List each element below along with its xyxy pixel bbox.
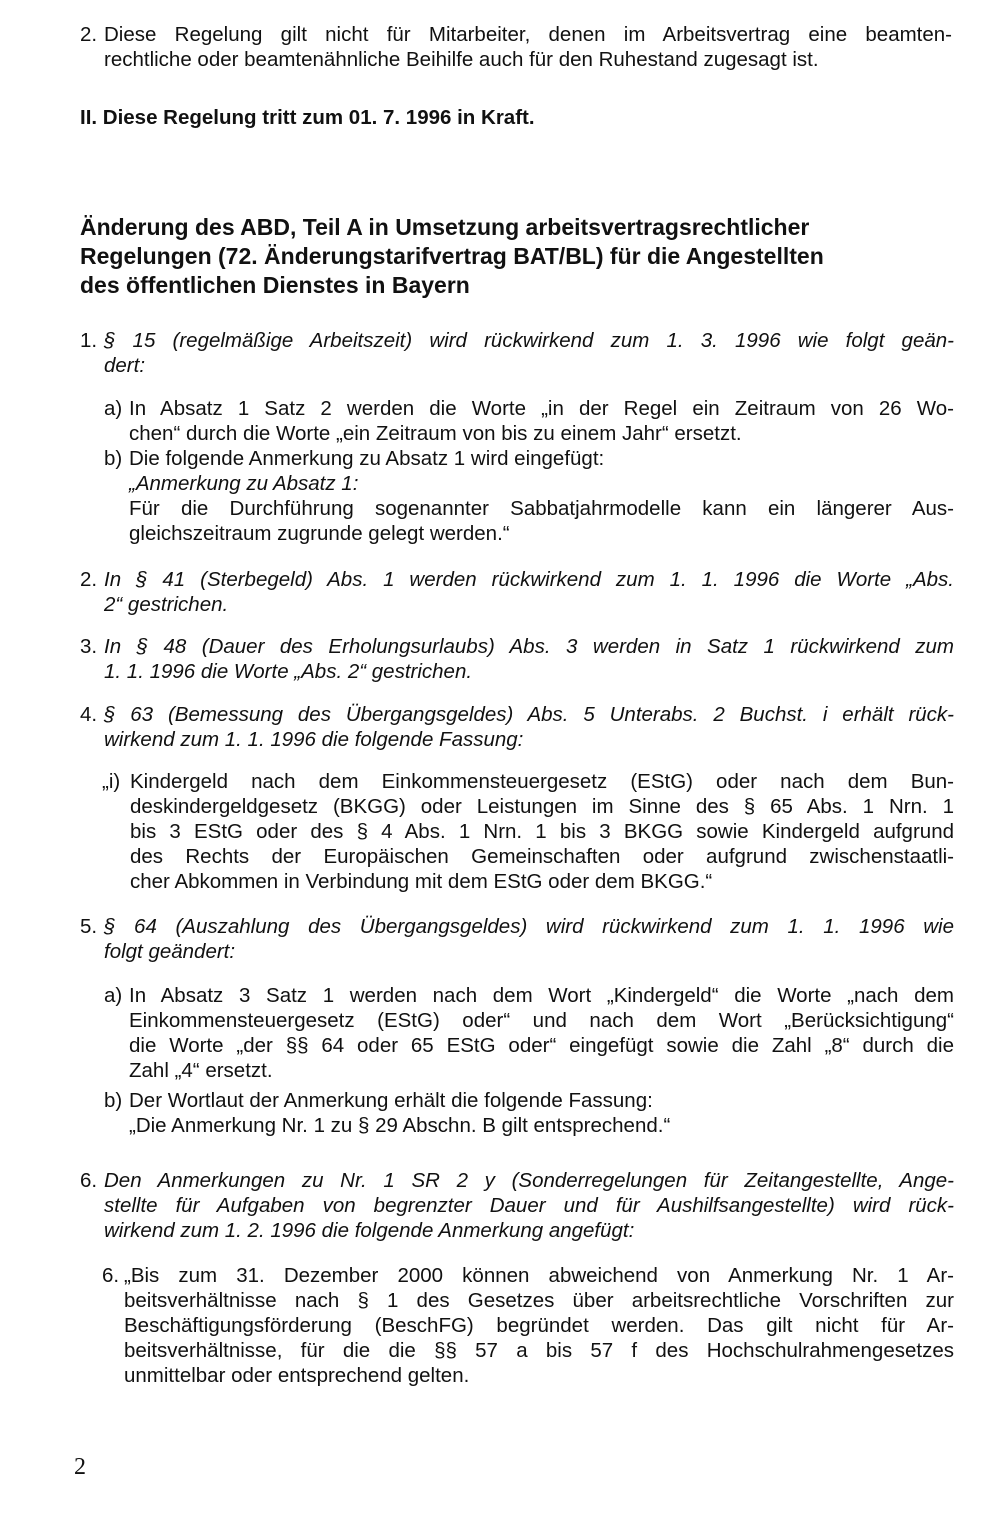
text-line: „Die Anmerkung Nr. 1 zu § 29 Abschn. B gilt entsprechend.“ — [129, 1114, 671, 1137]
quote-label: „i) — [102, 770, 121, 793]
text-line: Der Wortlaut der Anmerkung erhält die folgende Fassung: — [129, 1089, 653, 1112]
list-item — [104, 567, 954, 617]
sub-item — [129, 396, 954, 446]
text-line: bis 3 EStG oder des § 4 Abs. 1 Nrn. 1 bis 3 BKGG sowie Kindergeld aufgrund — [130, 820, 954, 843]
text-line: In § 48 (Dauer des Erholungsurlaubs) Abs. 3 werden in Satz 1 rückwirkend zum — [104, 635, 954, 658]
item-number: 2. — [80, 23, 98, 46]
heading-line: des öffentlichen Dienstes in Bayern — [80, 272, 470, 298]
sub-item-label: a) — [104, 397, 123, 420]
heading-line: Regelungen (72. Änderungstarifvertrag BAT/BL) für die Angestellten — [80, 243, 824, 269]
text-line: In § 41 (Sterbegeld) Abs. 1 werden rückwirkend zum 1. 1. 1996 die Worte „Abs. — [104, 568, 954, 591]
heading-line: Änderung des ABD, Teil A in Umsetzung arbeitsvertragsrechtlicher — [80, 214, 810, 240]
item-number: 2. — [80, 568, 98, 591]
text-line: In Absatz 1 Satz 2 werden die Worte „in der Regel ein Zeitraum von 26 Wo- — [129, 397, 954, 420]
section-heading — [80, 213, 960, 300]
text-line: Einkommensteuergesetz (EStG) oder“ und nach dem Wort „Berücksichtigung“ — [129, 1009, 954, 1032]
text-line: § 64 (Auszahlung des Übergangsgeldes) wird rückwirkend zum 1. 1. 1996 wie — [104, 915, 954, 938]
text-line: Den Anmerkungen zu Nr. 1 SR 2 y (Sonderregelungen für Zeitangestellte, Ange- — [104, 1169, 954, 1192]
text-line: 2“ gestrichen. — [104, 593, 229, 616]
text-line: § 63 (Bemessung des Übergangsgeldes) Abs. 5 Unterabs. 2 Buchst. i erhält rück- — [104, 703, 954, 726]
item-number: 5. — [80, 915, 98, 938]
text-line: In Absatz 3 Satz 1 werden nach dem Wort „Kindergeld“ die Worte „nach dem — [129, 984, 954, 1007]
list-item — [104, 634, 954, 684]
item-number: 4. — [80, 703, 98, 726]
text-line: Beschäftigungsförderung (BeschFG) begründet werden. Das gilt nicht für Ar- — [124, 1314, 954, 1337]
text-line: chen“ durch die Worte „ein Zeitraum von bis zu einem Jahr“ ersetzt. — [129, 422, 742, 445]
quoted-text — [130, 769, 954, 894]
list-item — [104, 914, 954, 964]
text-line: stellte für Aufgaben von begrenzter Dauer und für Aushilfsangestellte) wird rück- — [104, 1194, 954, 1217]
text-line: gleichszeitraum zugrunde gelegt werden.“ — [129, 522, 510, 545]
text-line: die Worte „der §§ 64 oder 65 EStG oder“ eingefügt sowie die Zahl „8“ durch die — [129, 1034, 954, 1057]
item-number: 6. — [80, 1169, 98, 1192]
text-line: rechtliche oder beamtenähnliche Beihilfe auch für den Ruhestand zugesagt ist. — [104, 48, 819, 71]
text-line: 1. 1. 1996 die Worte „Abs. 2“ gestrichen. — [104, 660, 473, 683]
page-number: 2 — [74, 1454, 86, 1480]
text-line: beitsverhältnisse, für die die §§ 57 a bis 57 f des Hochschulrahmengesetzes — [124, 1339, 954, 1362]
text-line: Für die Durchführung sogenannter Sabbatjahrmodelle kann ein längerer Aus- — [129, 497, 954, 520]
item-number: 3. — [80, 635, 98, 658]
text-line: Zahl „4“ ersetzt. — [129, 1059, 273, 1082]
text-line: Diese Regelung gilt nicht für Mitarbeiter, denen im Arbeitsvertrag eine beamten- — [104, 23, 952, 46]
text-line: cher Abkommen in Verbindung mit dem EStG oder dem BKGG.“ — [130, 870, 713, 893]
regulation-effective-date: II. Diese Regelung tritt zum 01. 7. 1996 in Kraft. — [80, 106, 535, 129]
text-line: folgt geändert: — [104, 940, 236, 963]
sub-item — [129, 1088, 954, 1138]
sub-item-label: b) — [104, 1089, 123, 1112]
text-line: „Bis zum 31. Dezember 2000 können abweichend von Anmerkung Nr. 1 Ar- — [124, 1264, 954, 1287]
list-item — [104, 1168, 954, 1243]
sub-item — [129, 446, 954, 546]
quoted-text — [124, 1263, 954, 1388]
sub-item-label: b) — [104, 447, 123, 470]
text-line: Kindergeld nach dem Einkommensteuergesetz (EStG) oder nach dem Bun- — [130, 770, 954, 793]
list-item — [104, 328, 954, 378]
text-line: deskindergeldgesetz (BKGG) oder Leistungen im Sinne des § 65 Abs. 1 Nrn. 1 — [130, 795, 954, 818]
text-line: wirkend zum 1. 1. 1996 die folgende Fassung: — [104, 728, 524, 751]
text-line: des Rechts der Europäischen Gemeinschaften oder aufgrund zwischenstaatli- — [130, 845, 954, 868]
quote-label: 6. — [102, 1264, 120, 1287]
sub-item — [129, 983, 954, 1083]
list-item — [104, 702, 954, 752]
text-line: § 15 (regelmäßige Arbeitszeit) wird rückwirkend zum 1. 3. 1996 wie folgt geän- — [104, 329, 954, 352]
text-line: beitsverhältnisse nach § 1 des Gesetzes über arbeitsrechtliche Vorschriften zur — [124, 1289, 954, 1312]
sub-item-label: a) — [104, 984, 123, 1007]
text-line: wirkend zum 1. 2. 1996 die folgende Anmerkung angefügt: — [104, 1219, 635, 1242]
text-line: dert: — [104, 354, 146, 377]
item-number: 1. — [80, 329, 98, 352]
text-line: unmittelbar oder entsprechend gelten. — [124, 1364, 470, 1387]
paragraph — [104, 22, 952, 72]
text-line: „Anmerkung zu Absatz 1: — [129, 472, 359, 495]
text-line: Die folgende Anmerkung zu Absatz 1 wird eingefügt: — [129, 447, 605, 470]
